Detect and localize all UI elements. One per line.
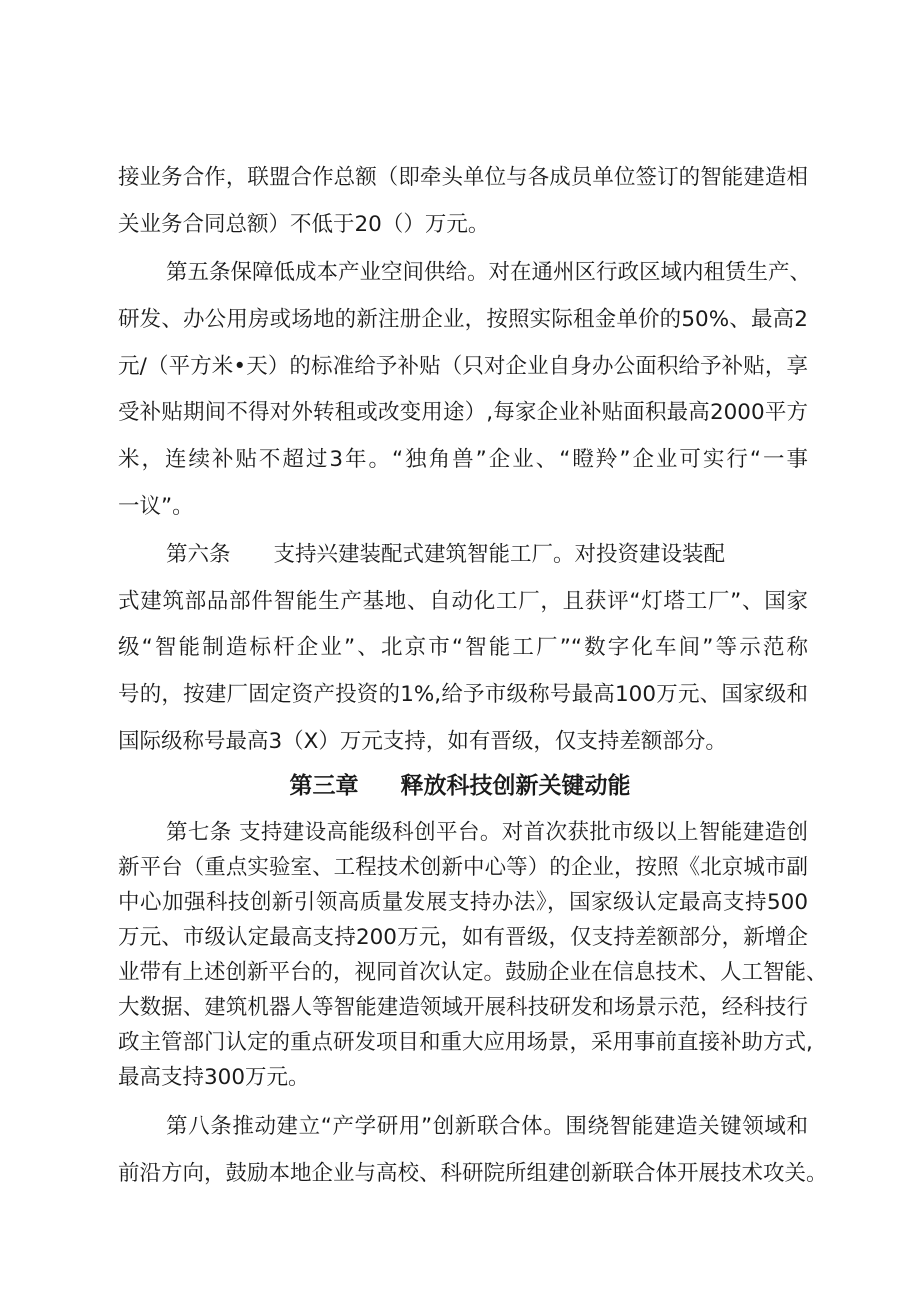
text-line: 最高支持300万元。: [118, 1065, 310, 1090]
chapter-heading: [0, 770, 920, 802]
text-line: 级“智能制造标杆企业”、北京市“智能工厂”“数字化车间”等示范称: [118, 635, 808, 660]
article-7-first-line: 第七条 支持建设高能级科创平台。对首次获批市级以上智能建造创: [166, 820, 808, 845]
text-line: 元/（平方米•天）的标准给予补贴（只对企业自身办公面积给予补贴，享: [118, 354, 808, 379]
text-line: 研发、办公用房或场地的新注册企业，按照实际租金单价的50%、最高2: [118, 307, 808, 332]
text-line: 一议”。: [118, 494, 194, 519]
text-line: 国际级称号最高3（X）万元支持，如有晋级，仅支持差额部分。: [118, 729, 727, 754]
text-line: 号的，按建厂固定资产投资的1%,给予市级称号最高100万元、国家级和: [118, 682, 808, 707]
text-line: 关业务合同总额）不低于20（）万元。: [118, 212, 490, 237]
text-line: 万元、市级认定最高支持200万元，如有晋级，仅支持差额部分，新增企: [118, 925, 808, 950]
text-line: 受补贴期间不得对外转租或改变用途）,每家企业补贴面积最高2000平方: [118, 400, 808, 425]
text-line: 大数据、建筑机器人等智能建造领域开展科技研发和场景示范，经科技行: [118, 995, 808, 1020]
text-line: 式建筑部品部件智能生产基地、自动化工厂，且获评“灯塔工厂”、国家: [118, 589, 808, 614]
text-line: 前沿方向，鼓励本地企业与高校、科研院所组建创新联合体开展技术攻关。: [118, 1161, 828, 1186]
article-8-first-line: 第八条推动建立“产学研用”创新联合体。围绕智能建造关键领域和: [166, 1114, 808, 1139]
article-5-first-line: 第五条保障低成本产业空间供给。对在通州区行政区域内租赁生产、: [166, 260, 812, 285]
chapter-number: 第三章: [289, 773, 359, 799]
text-line: 新平台（重点实验室、工程技术创新中心等）的企业，按照《北京城市副: [118, 855, 808, 880]
article-6-first-line: 第六条 支持兴建装配式建筑智能工厂。对投资建设装配: [166, 542, 726, 567]
text-line: 中心加强科技创新引领高质量发展支持办法》，国家级认定最高支持500: [118, 890, 808, 915]
text-line: 米，连续补贴不超过3年。“独角兽”企业、“瞪羚”企业可实行“一事: [118, 447, 808, 472]
chapter-title: 释放科技创新关键动能: [400, 773, 631, 799]
text-line: 业带有上述创新平台的，视同首次认定。鼓励企业在信息技术、人工智能、: [118, 960, 828, 985]
text-line: 政主管部门认定的重点研发项目和重大应用场景，采用事前直接补助方式,: [118, 1030, 813, 1055]
text-line: 接业务合作，联盟合作总额（即牵头单位与各成员单位签订的智能建造相: [118, 165, 808, 190]
